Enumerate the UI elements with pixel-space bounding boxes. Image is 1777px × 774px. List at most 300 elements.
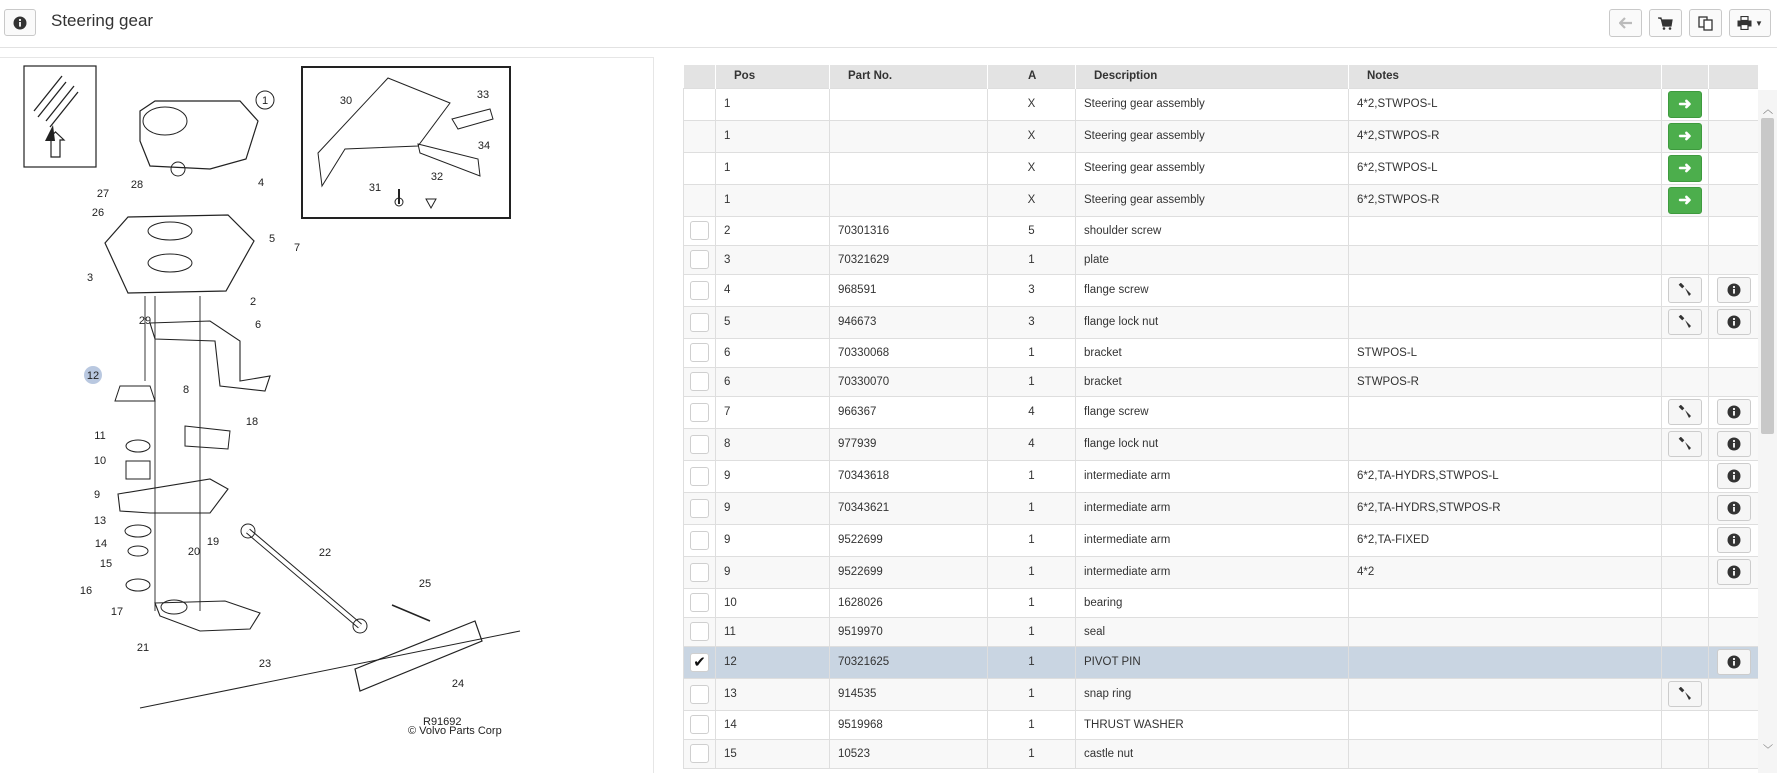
notes-cell <box>1349 646 1662 678</box>
wrench-icon <box>1678 437 1692 451</box>
select-cell <box>684 588 716 617</box>
callout-34[interactable]: 34 <box>477 140 491 152</box>
info-circle-icon <box>1727 655 1741 669</box>
part-number-cell: 9519970 <box>830 617 988 646</box>
info-cell <box>1709 428 1759 460</box>
info-circle-icon <box>1727 469 1741 483</box>
table-row[interactable] <box>684 556 1759 588</box>
notes-cell <box>1349 396 1662 428</box>
page-title: Steering gear <box>51 11 154 30</box>
notes-cell <box>1349 739 1662 768</box>
info-circle-icon <box>1727 501 1741 515</box>
callout-2[interactable]: 2 <box>249 296 257 308</box>
table-row[interactable] <box>684 367 1759 396</box>
table-row[interactable] <box>684 617 1759 646</box>
notes-cell <box>1349 274 1662 306</box>
description-cell: Steering gear assembly <box>1076 120 1349 152</box>
row-checkbox[interactable] <box>690 435 709 454</box>
info-cell <box>1709 556 1759 588</box>
action-cell <box>1662 556 1709 588</box>
parts-table <box>683 65 1758 769</box>
description-cell: intermediate arm <box>1076 492 1349 524</box>
notes-cell: 6*2,TA-FIXED <box>1349 524 1662 556</box>
pos-cell: 1 <box>716 184 830 216</box>
scroll-up-icon[interactable]: ︿ <box>1763 105 1773 116</box>
callout-28[interactable]: 28 <box>130 179 144 191</box>
callout-25[interactable]: 25 <box>418 578 432 590</box>
go-to-assembly-button[interactable] <box>1668 91 1702 118</box>
col-a[interactable]: A <box>988 65 1076 88</box>
part-number-cell <box>830 152 988 184</box>
back-button[interactable] <box>1609 9 1642 37</box>
wrench-icon <box>1678 405 1692 419</box>
col-notes[interactable]: Notes <box>1349 65 1662 88</box>
info-cell <box>1709 306 1759 338</box>
info-cell <box>1709 184 1759 216</box>
info-cell <box>1709 367 1759 396</box>
go-to-assembly-button[interactable] <box>1668 155 1702 182</box>
pos-cell: 9 <box>716 524 830 556</box>
callout-11[interactable]: 11 <box>94 430 106 442</box>
a-cell: 1 <box>988 646 1076 678</box>
part-number-cell <box>830 184 988 216</box>
callout-12[interactable]: 12 <box>86 370 100 382</box>
notes-cell <box>1349 588 1662 617</box>
part-number-cell: 70321629 <box>830 245 988 274</box>
table-row[interactable] <box>684 710 1759 739</box>
tool-button[interactable] <box>1668 309 1702 335</box>
callout-5[interactable]: 5 <box>268 233 276 245</box>
a-cell: 1 <box>988 492 1076 524</box>
select-cell <box>684 274 716 306</box>
notes-cell <box>1349 306 1662 338</box>
part-number-cell: 946673 <box>830 306 988 338</box>
callout-13[interactable]: 13 <box>93 515 107 527</box>
action-cell <box>1662 460 1709 492</box>
row-checkbox[interactable] <box>690 467 709 486</box>
info-cell <box>1709 588 1759 617</box>
callout-6[interactable]: 6 <box>254 319 262 331</box>
col-action <box>1662 65 1709 88</box>
row-checkbox[interactable] <box>690 250 709 269</box>
info-cell <box>1709 396 1759 428</box>
select-cell <box>684 710 716 739</box>
callout-29[interactable]: 29 <box>138 315 152 327</box>
part-number-cell: 9519968 <box>830 710 988 739</box>
part-info-button[interactable] <box>1717 495 1751 521</box>
part-number-cell: 70343621 <box>830 492 988 524</box>
a-cell: X <box>988 184 1076 216</box>
row-checkbox[interactable] <box>690 744 709 763</box>
info-cell <box>1709 492 1759 524</box>
action-cell <box>1662 646 1709 678</box>
table-row[interactable] <box>684 678 1759 710</box>
description-cell: seal <box>1076 617 1349 646</box>
description-cell: bracket <box>1076 367 1349 396</box>
select-cell <box>684 367 716 396</box>
info-cell <box>1709 152 1759 184</box>
pos-cell: 15 <box>716 739 830 768</box>
callout-27[interactable]: 27 <box>96 188 110 200</box>
info-cell <box>1709 460 1759 492</box>
callout-18[interactable]: 18 <box>245 416 259 428</box>
orientation-arrow-icon <box>34 76 78 157</box>
part-number-cell: 966367 <box>830 396 988 428</box>
diagram-code: R91692 <box>423 716 462 728</box>
callout-23[interactable]: 23 <box>258 658 272 670</box>
table-header <box>684 65 1759 88</box>
pos-cell: 14 <box>716 710 830 739</box>
a-cell: 1 <box>988 245 1076 274</box>
part-number-cell: 70330068 <box>830 338 988 367</box>
callout-21[interactable]: 21 <box>136 642 150 654</box>
diagram-copyright: © Volvo Parts Corp <box>408 725 502 737</box>
row-checkbox[interactable] <box>690 343 709 362</box>
select-cell <box>684 617 716 646</box>
info-cell <box>1709 710 1759 739</box>
a-cell: 3 <box>988 306 1076 338</box>
action-cell <box>1662 306 1709 338</box>
pos-cell: 7 <box>716 396 830 428</box>
a-cell: 1 <box>988 739 1076 768</box>
col-part-no[interactable]: Part No. <box>830 65 988 88</box>
pos-cell: 9 <box>716 492 830 524</box>
description-cell: Steering gear assembly <box>1076 184 1349 216</box>
callout-4[interactable]: 4 <box>257 177 265 189</box>
select-cell <box>684 396 716 428</box>
row-checkbox[interactable] <box>690 281 709 300</box>
action-cell <box>1662 588 1709 617</box>
table-row[interactable] <box>684 492 1759 524</box>
part-info-button[interactable] <box>1717 309 1751 335</box>
info-cell <box>1709 338 1759 367</box>
description-cell: intermediate arm <box>1076 556 1349 588</box>
table-row[interactable] <box>684 428 1759 460</box>
copy-button[interactable] <box>1689 9 1722 37</box>
notes-cell: STWPOS-R <box>1349 367 1662 396</box>
action-cell <box>1662 367 1709 396</box>
action-cell <box>1662 245 1709 274</box>
part-info-button[interactable] <box>1717 559 1751 585</box>
table-row[interactable] <box>684 120 1759 152</box>
info-circle-icon <box>13 16 27 30</box>
select-cell <box>684 739 716 768</box>
callout-19[interactable]: 19 <box>206 536 220 548</box>
a-cell: 3 <box>988 274 1076 306</box>
scrollbar-thumb[interactable] <box>1761 118 1774 434</box>
arrow-right-icon: ➜ <box>1678 128 1692 145</box>
pos-cell: 1 <box>716 120 830 152</box>
select-cell <box>684 216 716 245</box>
description-cell: Steering gear assembly <box>1076 152 1349 184</box>
callout-9[interactable]: 9 <box>93 489 101 501</box>
pos-cell: 9 <box>716 556 830 588</box>
description-cell: intermediate arm <box>1076 460 1349 492</box>
callout-22[interactable]: 22 <box>318 547 332 559</box>
col-pos[interactable]: Pos <box>716 65 830 88</box>
select-cell <box>684 556 716 588</box>
tool-button[interactable] <box>1668 277 1702 303</box>
table-row[interactable] <box>684 460 1759 492</box>
wrench-icon <box>1678 687 1692 701</box>
action-cell <box>1662 152 1709 184</box>
callout-3[interactable]: 3 <box>86 272 94 284</box>
notes-cell: 4*2 <box>1349 556 1662 588</box>
notes-cell <box>1349 245 1662 274</box>
a-cell: 4 <box>988 396 1076 428</box>
pos-cell: 2 <box>716 216 830 245</box>
select-cell <box>684 678 716 710</box>
a-cell: 1 <box>988 338 1076 367</box>
copy-icon <box>1698 16 1713 31</box>
tool-button[interactable] <box>1668 399 1702 425</box>
table-row[interactable] <box>684 338 1759 367</box>
row-checkbox[interactable] <box>690 531 709 550</box>
row-checkbox[interactable] <box>690 563 709 582</box>
wrench-icon <box>1678 283 1692 297</box>
pos-cell: 3 <box>716 245 830 274</box>
action-cell <box>1662 120 1709 152</box>
arrow-right-icon: ➜ <box>1678 160 1692 177</box>
description-cell: plate <box>1076 245 1349 274</box>
part-info-button[interactable] <box>1717 527 1751 553</box>
notes-cell <box>1349 216 1662 245</box>
action-cell <box>1662 338 1709 367</box>
part-number-cell: 1628026 <box>830 588 988 617</box>
a-cell: X <box>988 120 1076 152</box>
action-cell <box>1662 274 1709 306</box>
a-cell: 1 <box>988 460 1076 492</box>
part-number-cell: 9522699 <box>830 556 988 588</box>
a-cell: 1 <box>988 678 1076 710</box>
info-circle-icon <box>1727 533 1741 547</box>
description-cell: flange lock nut <box>1076 428 1349 460</box>
table-row[interactable] <box>684 216 1759 245</box>
pos-cell: 5 <box>716 306 830 338</box>
tool-button[interactable] <box>1668 431 1702 457</box>
description-cell: bracket <box>1076 338 1349 367</box>
parts-table-panel <box>683 65 1758 773</box>
table-row[interactable] <box>684 88 1759 120</box>
table-row[interactable] <box>684 184 1759 216</box>
pos-cell: 6 <box>716 338 830 367</box>
print-button[interactable] <box>1729 9 1771 37</box>
arrow-right-icon: ➜ <box>1678 192 1692 209</box>
description-cell: snap ring <box>1076 678 1349 710</box>
row-checkbox[interactable] <box>690 372 709 391</box>
row-checkbox[interactable] <box>690 715 709 734</box>
back-arrow-icon <box>1619 17 1633 29</box>
row-checkbox[interactable] <box>690 622 709 641</box>
pos-cell: 12 <box>716 646 830 678</box>
exploded-diagram-panel <box>0 57 654 773</box>
description-cell: shoulder screw <box>1076 216 1349 245</box>
go-to-assembly-button[interactable] <box>1668 123 1702 150</box>
notes-cell: 6*2,STWPOS-L <box>1349 152 1662 184</box>
part-number-cell: 968591 <box>830 274 988 306</box>
callout-33[interactable]: 33 <box>476 89 490 101</box>
info-circle-icon <box>1727 565 1741 579</box>
table-row[interactable] <box>684 739 1759 768</box>
info-cell <box>1709 120 1759 152</box>
description-cell: flange screw <box>1076 396 1349 428</box>
action-cell <box>1662 617 1709 646</box>
description-cell: intermediate arm <box>1076 524 1349 556</box>
callout-14[interactable]: 14 <box>94 538 108 550</box>
row-checkbox[interactable] <box>690 403 709 422</box>
callout-7[interactable]: 7 <box>293 242 301 254</box>
part-number-cell: 70343618 <box>830 460 988 492</box>
header-bar <box>0 0 1777 48</box>
action-cell <box>1662 88 1709 120</box>
part-number-cell: 914535 <box>830 678 988 710</box>
action-cell <box>1662 492 1709 524</box>
callout-1[interactable]: 1 <box>261 95 269 107</box>
callout-24[interactable]: 24 <box>451 678 465 690</box>
go-to-assembly-button[interactable] <box>1668 187 1702 214</box>
action-cell <box>1662 216 1709 245</box>
wrench-icon <box>1678 315 1692 329</box>
select-cell <box>684 428 716 460</box>
table-row[interactable] <box>684 588 1759 617</box>
description-cell: THRUST WASHER <box>1076 710 1349 739</box>
table-row[interactable] <box>684 396 1759 428</box>
description-cell: flange screw <box>1076 274 1349 306</box>
part-info-button[interactable] <box>1717 399 1751 425</box>
row-checkbox[interactable] <box>690 685 709 704</box>
row-checkbox[interactable] <box>690 593 709 612</box>
callout-30[interactable]: 30 <box>339 95 353 107</box>
row-checkbox[interactable] <box>690 221 709 240</box>
select-cell <box>684 152 716 184</box>
pos-cell: 9 <box>716 460 830 492</box>
callout-15[interactable]: 15 <box>99 558 113 570</box>
pos-cell: 13 <box>716 678 830 710</box>
callout-8[interactable]: 8 <box>182 384 190 396</box>
col-select <box>684 65 716 88</box>
table-row[interactable] <box>684 245 1759 274</box>
table-row[interactable] <box>684 524 1759 556</box>
row-checkbox[interactable]: ✔ <box>690 653 709 672</box>
info-circle-icon <box>1727 405 1741 419</box>
info-cell <box>1709 617 1759 646</box>
part-number-cell <box>830 88 988 120</box>
select-cell <box>684 524 716 556</box>
select-cell <box>684 245 716 274</box>
notes-cell <box>1349 428 1662 460</box>
info-circle-icon <box>1727 283 1741 297</box>
notes-cell: 6*2,TA-HYDRS,STWPOS-R <box>1349 492 1662 524</box>
notes-cell: STWPOS-L <box>1349 338 1662 367</box>
a-cell: 1 <box>988 556 1076 588</box>
info-cell <box>1709 646 1759 678</box>
exploded-diagram <box>0 58 654 774</box>
scroll-down-icon[interactable]: ﹀ <box>1763 745 1773 756</box>
a-cell: 5 <box>988 216 1076 245</box>
part-number-cell: 10523 <box>830 739 988 768</box>
callout-20[interactable]: 20 <box>187 546 201 558</box>
table-row[interactable] <box>684 646 1759 678</box>
select-cell <box>684 338 716 367</box>
a-cell: 1 <box>988 524 1076 556</box>
part-info-button[interactable] <box>1717 463 1751 489</box>
description-cell: castle nut <box>1076 739 1349 768</box>
pos-cell: 10 <box>716 588 830 617</box>
shopping-cart-icon <box>1658 17 1673 30</box>
cart-button[interactable] <box>1649 9 1682 37</box>
col-description[interactable]: Description <box>1076 65 1349 88</box>
info-cell <box>1709 216 1759 245</box>
callout-31[interactable]: 31 <box>368 182 382 194</box>
table-row[interactable] <box>684 274 1759 306</box>
notes-cell: 4*2,STWPOS-R <box>1349 120 1662 152</box>
info-cell <box>1709 739 1759 768</box>
part-info-button[interactable] <box>1717 649 1751 675</box>
pos-cell: 1 <box>716 152 830 184</box>
description-cell: Steering gear assembly <box>1076 88 1349 120</box>
info-button[interactable] <box>4 9 36 36</box>
info-circle-icon <box>1727 437 1741 451</box>
chevron-down-icon: ▼ <box>1755 18 1763 28</box>
callout-26[interactable]: 26 <box>91 207 105 219</box>
print-icon <box>1737 16 1752 30</box>
select-cell <box>684 492 716 524</box>
pos-cell: 8 <box>716 428 830 460</box>
action-cell <box>1662 396 1709 428</box>
row-checkbox[interactable] <box>690 499 709 518</box>
info-cell <box>1709 88 1759 120</box>
notes-cell <box>1349 710 1662 739</box>
action-cell <box>1662 678 1709 710</box>
table-row[interactable] <box>684 152 1759 184</box>
callout-17[interactable]: 17 <box>110 606 124 618</box>
info-cell <box>1709 678 1759 710</box>
tool-button[interactable] <box>1668 681 1702 707</box>
a-cell: 1 <box>988 588 1076 617</box>
a-cell: 1 <box>988 367 1076 396</box>
select-cell <box>684 184 716 216</box>
part-info-button[interactable] <box>1717 431 1751 457</box>
part-number-cell: 9522699 <box>830 524 988 556</box>
part-number-cell: 977939 <box>830 428 988 460</box>
select-cell <box>684 120 716 152</box>
info-cell <box>1709 274 1759 306</box>
a-cell: 1 <box>988 617 1076 646</box>
info-cell <box>1709 524 1759 556</box>
row-checkbox[interactable] <box>690 313 709 332</box>
col-info <box>1709 65 1759 88</box>
description-cell: bearing <box>1076 588 1349 617</box>
callout-32[interactable]: 32 <box>430 171 444 183</box>
arrow-right-icon: ➜ <box>1678 96 1692 113</box>
part-number-cell <box>830 120 988 152</box>
info-circle-icon <box>1727 315 1741 329</box>
info-cell <box>1709 245 1759 274</box>
table-row[interactable] <box>684 306 1759 338</box>
description-cell: PIVOT PIN <box>1076 646 1349 678</box>
a-cell: 4 <box>988 428 1076 460</box>
part-info-button[interactable] <box>1717 277 1751 303</box>
a-cell: X <box>988 152 1076 184</box>
action-cell <box>1662 739 1709 768</box>
action-cell <box>1662 184 1709 216</box>
callout-16[interactable]: 16 <box>79 585 93 597</box>
notes-cell: 6*2,STWPOS-R <box>1349 184 1662 216</box>
part-number-cell: 70301316 <box>830 216 988 245</box>
callout-10[interactable]: 10 <box>93 455 107 467</box>
a-cell: X <box>988 88 1076 120</box>
pos-cell: 4 <box>716 274 830 306</box>
